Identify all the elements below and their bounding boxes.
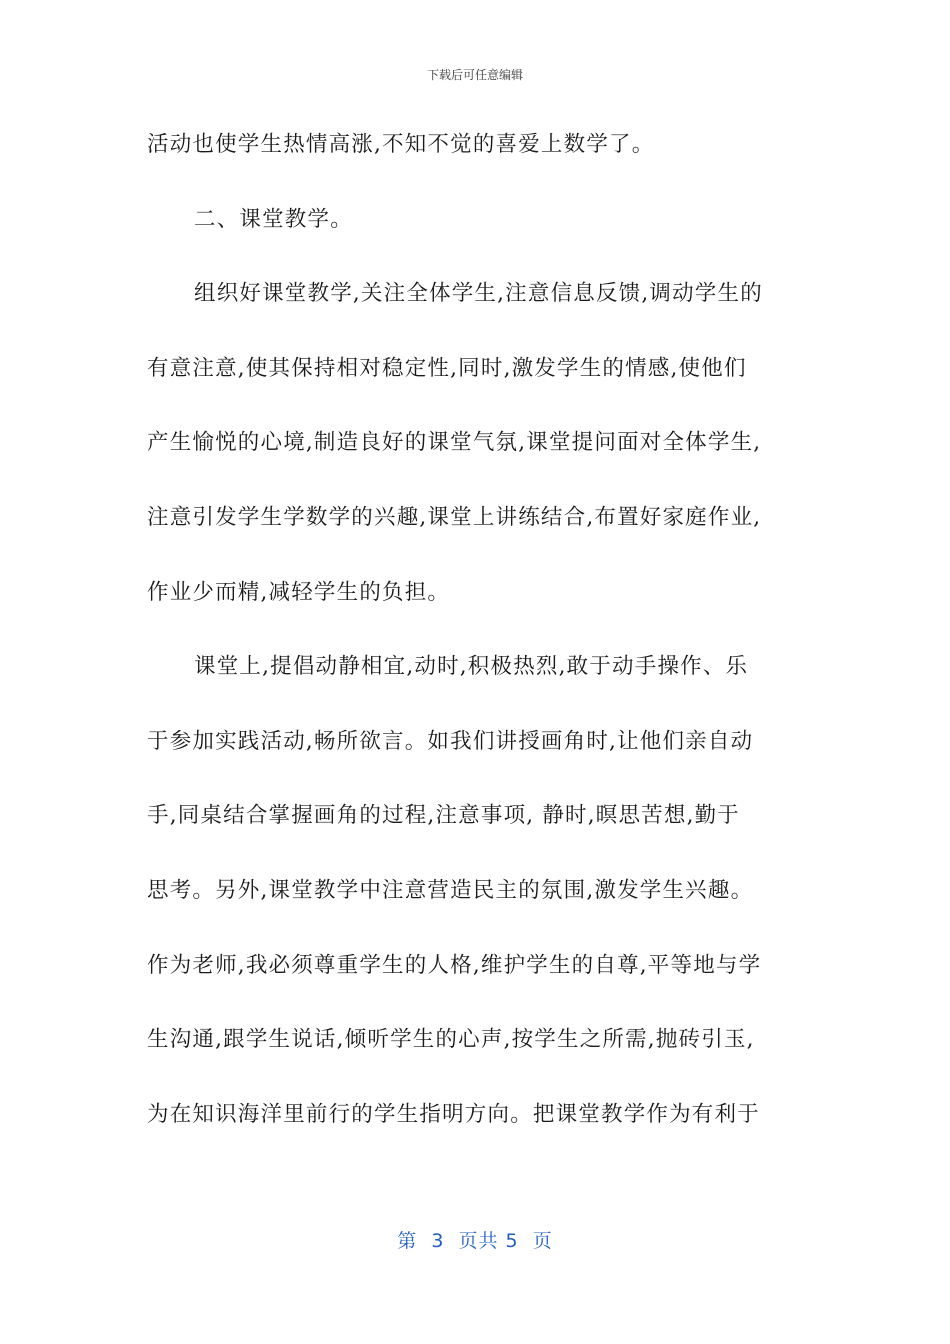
text-line: 作为老师,我必须尊重学生的人格,维护学生的自尊,平等地与学 [147, 952, 762, 978]
page-header: 下载后可任意编辑 [426, 68, 523, 82]
document-body [147, 126, 807, 1170]
text-line: 为在知识海洋里前行的学生指明方向。把课堂教学作为有利于 [147, 1101, 760, 1127]
text-line: 注意引发学生学数学的兴趣,课堂上讲练结合,布置好家庭作业, [147, 504, 762, 530]
text-line: 作业少而精,减轻学生的负担。 [147, 579, 451, 605]
text-line: 生沟通,跟学生说话,倾听学生的心声,按学生之所需,抛砖引玉, [147, 1027, 755, 1053]
text-line: 思考。另外,课堂教学中注意营造民主的氛围,激发学生兴趣。 [147, 877, 754, 903]
section-heading: 二、课堂教学。 [194, 206, 353, 232]
page-number: 第 3 页共 5 页 [397, 1230, 553, 1252]
text-line: 手,同桌结合掌握画角的过程,注意事项, 静时,暝思苦想,勤于 [147, 803, 741, 829]
text-line: 组织好课堂教学,关注全体学生,注意信息反馈,调动学生的 [194, 281, 763, 307]
text-line: 活动也使学生热情高涨,不知不觉的喜爱上数学了。 [147, 132, 655, 157]
text-line: 有意注意,使其保持相对稳定性,同时,激发学生的情感,使他们 [147, 355, 747, 381]
page-footer [0, 1226, 950, 1253]
text-line: 产生愉悦的心境,制造良好的课堂气氛,课堂提问面对全体学生, [147, 430, 762, 456]
text-line: 课堂上,提倡动静相宜,动时,积极热烈,敢于动手操作、乐 [194, 654, 749, 680]
text-line: 于参加实践活动,畅所欲言。如我们讲授画角时,让他们亲自动 [147, 728, 754, 754]
